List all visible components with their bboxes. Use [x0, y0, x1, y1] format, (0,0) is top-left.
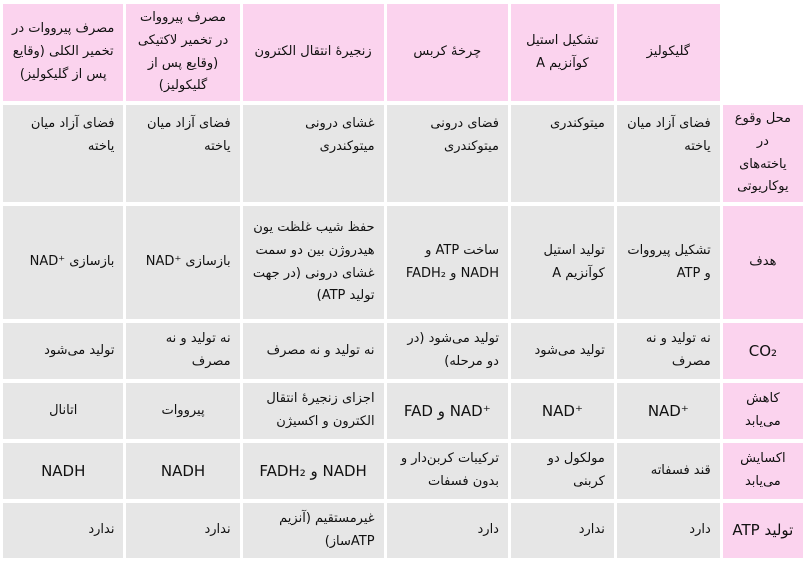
table-corner [723, 4, 803, 101]
table-cell: NADH [3, 443, 123, 499]
header-acetyl-coa: تشکیل استیل کوآنزیم A [511, 4, 614, 101]
table-cell: نه تولید و نه مصرف [126, 323, 239, 379]
table-cell: نه تولید و نه مصرف [617, 323, 720, 379]
table-cell: تولید می‌شود [3, 323, 123, 379]
row-label-oxidized: اکسایش می‌یابد [723, 443, 803, 499]
table-cell: NADH و FADH₂ [243, 443, 384, 499]
table-cell: فضای آزاد میان یاخته [3, 105, 123, 202]
table-cell: غیرمستقیم (آنزیم ATPساز) [243, 503, 384, 558]
header-etc: زنجیرهٔ انتقال الکترون [243, 4, 384, 101]
table-cell: دارد [617, 503, 720, 558]
header-lactic-fermentation: مصرف پیرووات در تخمیر لاکتیکی (وقایع پس از گلیکولیز) [126, 4, 239, 101]
row-label-reduced: کاهش می‌یابد [723, 383, 803, 439]
table-cell: تولید می‌شود [511, 323, 614, 379]
header-alcoholic-fermentation: مصرف پیرووات در تخمیر الکلی (وقایع پس از گلیکولیز) [3, 4, 123, 101]
table-cell: فضای درونی میتوکندری [387, 105, 508, 202]
header-glycolysis: گلیکولیز [617, 4, 720, 101]
table-cell: ندارد [511, 503, 614, 558]
table-cell: مولکول دو کربنی [511, 443, 614, 499]
table-cell: ترکیبات کربن‌دار و بدون فسفات [387, 443, 508, 499]
table-cell: بازسازی ⁺NAD [3, 206, 123, 319]
table-cell: ⁺NAD [511, 383, 614, 439]
table-cell: نه تولید و نه مصرف [243, 323, 384, 379]
table-cell: اجزای زنجیرهٔ انتقال الکترون و اکسیژن [243, 383, 384, 439]
row-label-atp-production: تولید ATP [723, 503, 803, 558]
table-cell: ندارد [3, 503, 123, 558]
table-cell: پیرووات [126, 383, 239, 439]
table-cell: ساخت ATP و NADH و FADH₂ [387, 206, 508, 319]
table-cell: ندارد [126, 503, 239, 558]
table-cell: ⁺NAD [617, 383, 720, 439]
row-label-co2: CO₂ [723, 323, 803, 379]
table-cell: قند فسفاته [617, 443, 720, 499]
row-label-location: محل وقوع در یاخته‌های یوکاریوتی [723, 105, 803, 202]
table-cell: دارد [387, 503, 508, 558]
table-cell: حفظ شیب غلظت یون هیدروژن بین دو سمت غشای درونی (در جهت تولید ATP) [243, 206, 384, 319]
table-cell: تشکیل پیرووات و ATP [617, 206, 720, 319]
table-cell: تولید استیل کوآنزیم A [511, 206, 614, 319]
row-label-goal: هدف [723, 206, 803, 319]
table-cell: میتوکندری [511, 105, 614, 202]
table-cell: غشای درونی میتوکندری [243, 105, 384, 202]
table-cell: بازسازی ⁺NAD [126, 206, 239, 319]
table-cell: اتانال [3, 383, 123, 439]
table-cell: فضای آزاد میان یاخته [126, 105, 239, 202]
header-krebs: چرخهٔ کربس [387, 4, 508, 101]
table-cell: ⁺NAD و FAD [387, 383, 508, 439]
table-cell: تولید می‌شود (در دو مرحله) [387, 323, 508, 379]
table-cell: فضای آزاد میان یاخته [617, 105, 720, 202]
table-cell: NADH [126, 443, 239, 499]
